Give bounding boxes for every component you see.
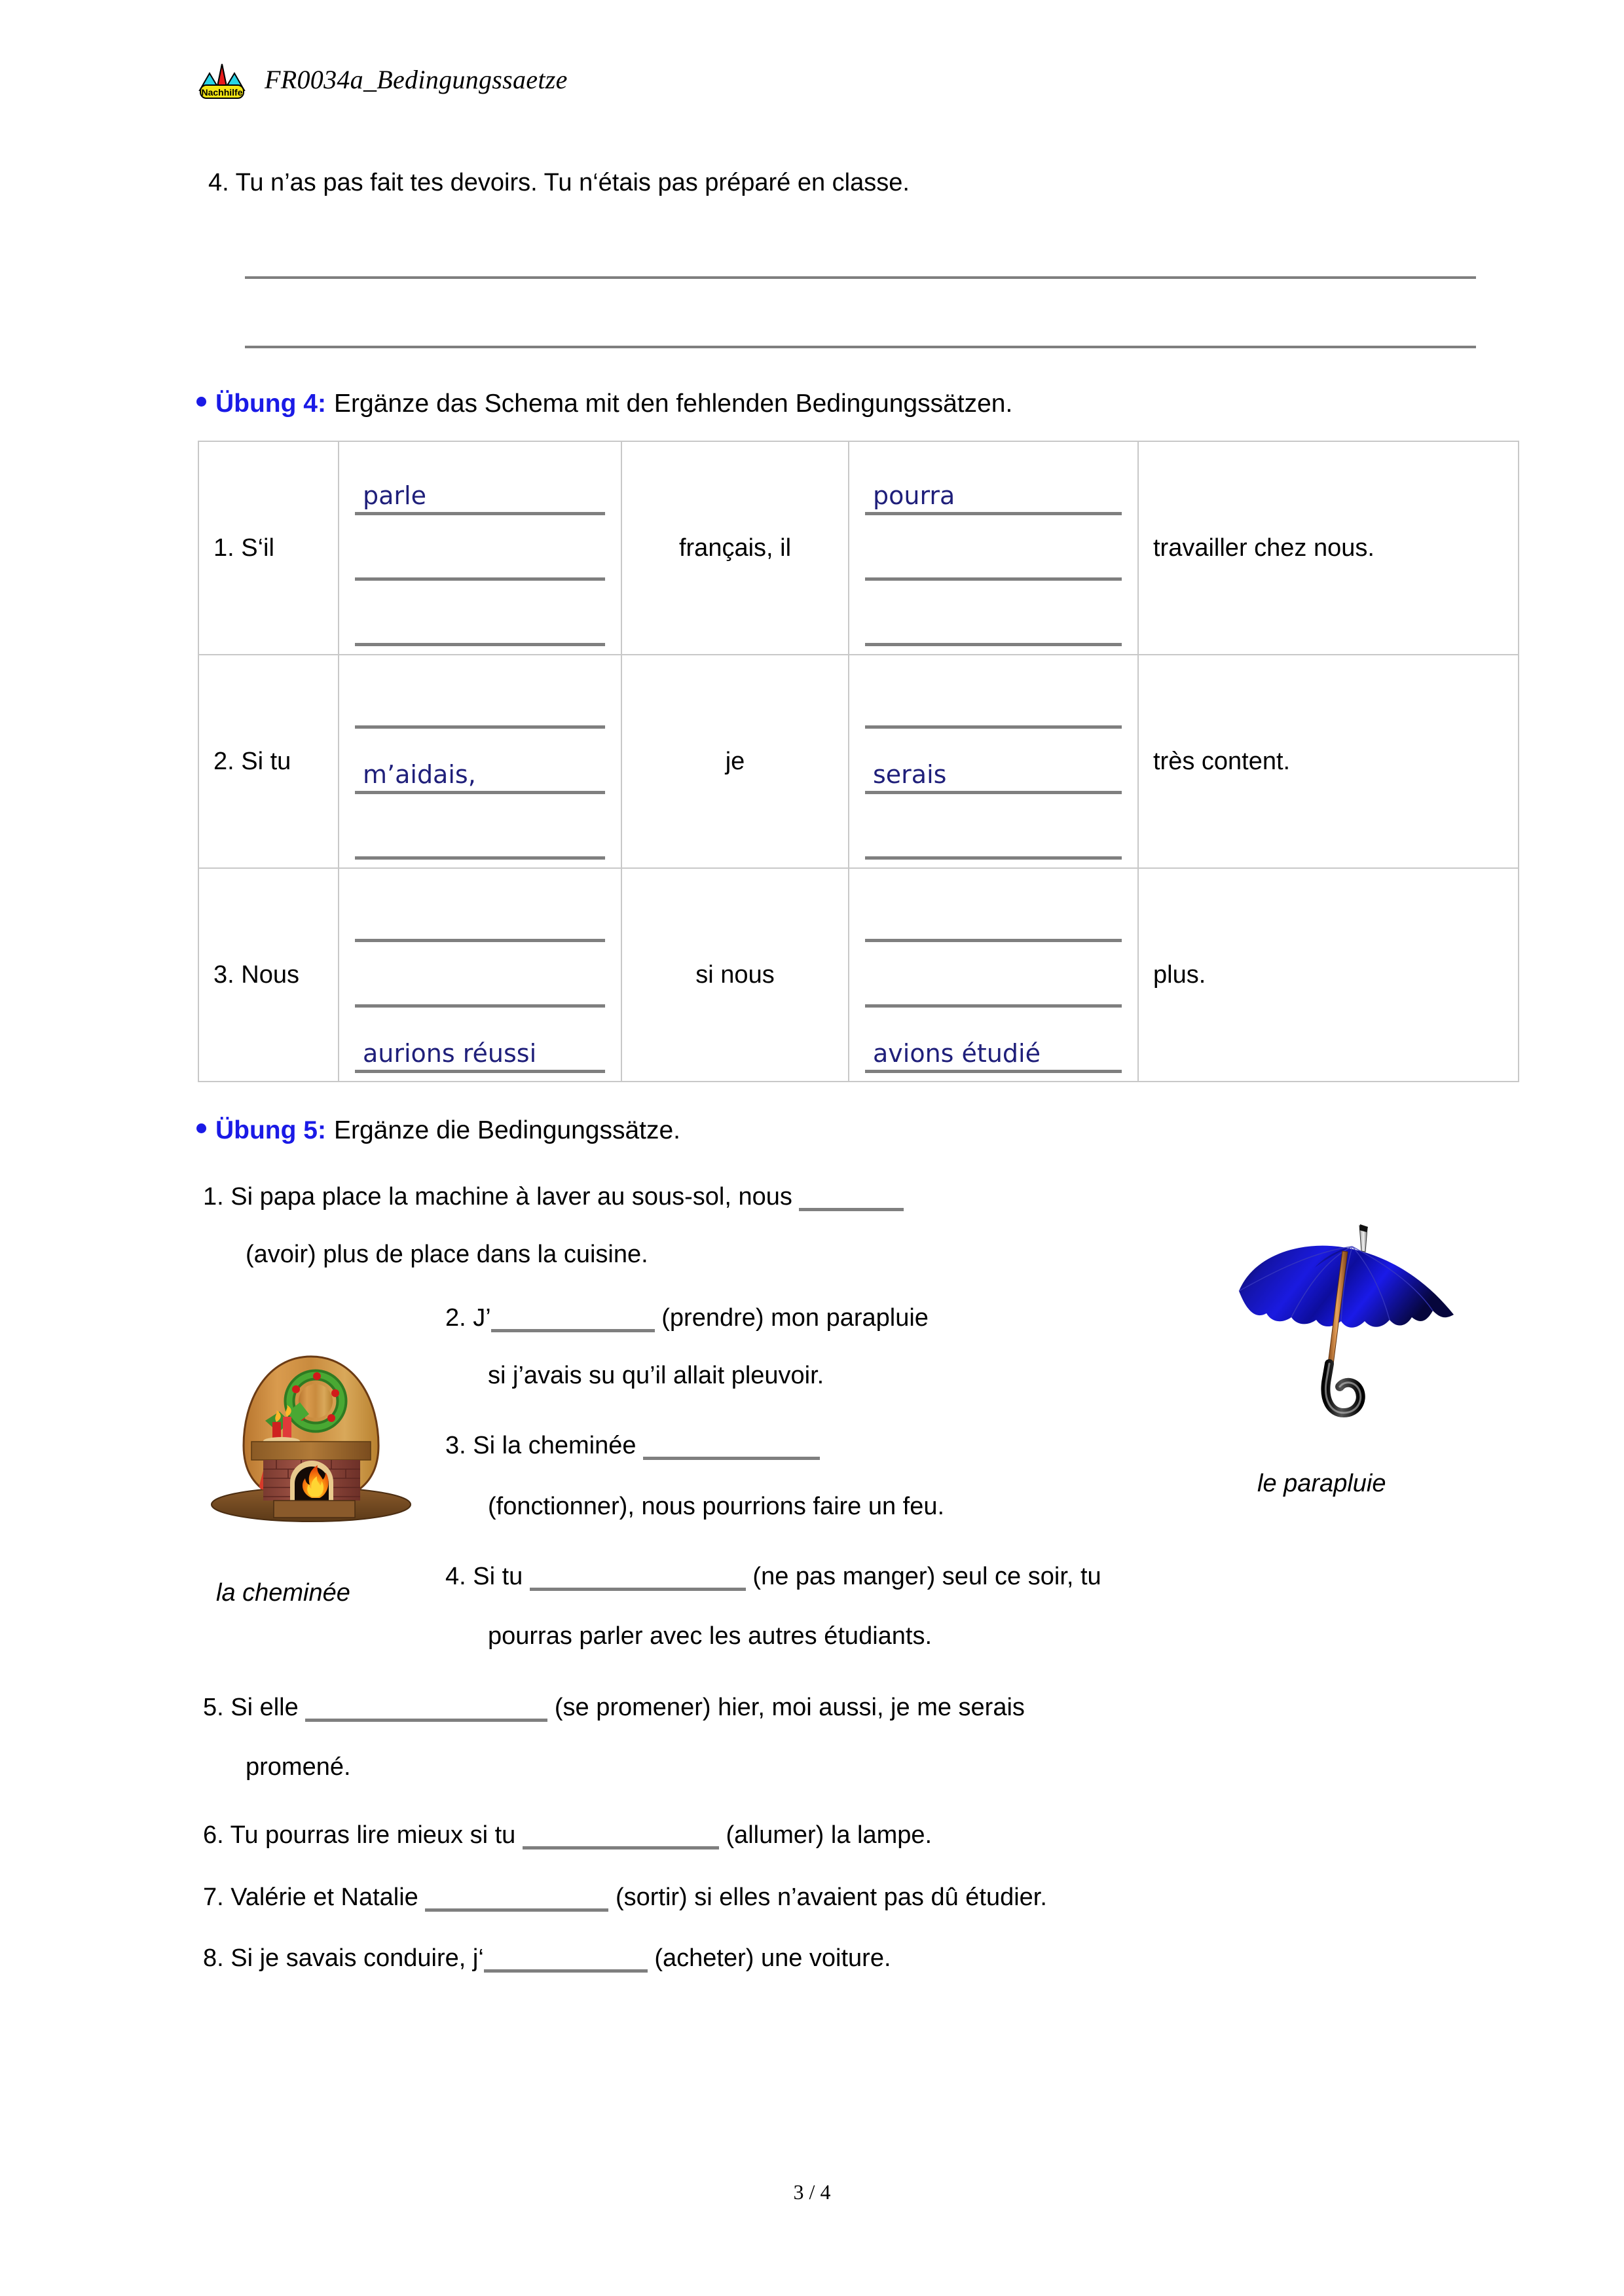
ex5-item-2-text-after: (prendre) mon parapluie (661, 1304, 929, 1332)
row-blank1-cell[interactable] (339, 868, 621, 1082)
fireplace-illustration (203, 1329, 419, 1568)
blank-line[interactable] (355, 794, 605, 860)
blank-line[interactable] (355, 515, 605, 581)
handwritten-answer: avions étudié (873, 1039, 1041, 1068)
blank-line[interactable] (865, 663, 1122, 729)
row-tail-text: très content. (1153, 747, 1291, 775)
ex5-item-8-blank[interactable] (484, 1943, 648, 1973)
page-number: 3 / 4 (793, 2180, 831, 2204)
ex5-item-2-line1 (445, 1303, 929, 1332)
question-4-text: 4. Tu n’as pas fait tes devoirs. Tu n‘étais pas préparé en classe. (208, 169, 910, 196)
row-middle-cell (621, 655, 849, 868)
handwritten-answer: parle (363, 481, 426, 510)
ex5-item-3-line1 (445, 1430, 820, 1460)
umbrella-caption: le parapluie (1257, 1470, 1386, 1497)
ex5-item-1-blank[interactable] (799, 1182, 904, 1211)
ex5-item-3-blank[interactable] (643, 1430, 820, 1460)
schema-table (198, 441, 1519, 1082)
nachhilfe-logo-icon (196, 59, 248, 100)
row-blank2-cell[interactable] (849, 441, 1138, 655)
answer-line-2[interactable] (245, 346, 1476, 348)
uebung-5-heading (196, 1116, 680, 1145)
blank-line[interactable] (355, 663, 605, 729)
row-tail-cell (1138, 868, 1519, 1082)
handwritten-answer: m’aidais, (363, 760, 476, 789)
row-middle-text: si nous (695, 960, 775, 989)
umbrella-illustration (1231, 1205, 1473, 1463)
ex5-item-6-blank[interactable] (523, 1820, 719, 1850)
blank-line[interactable] (355, 581, 605, 646)
ex5-item-2-blank[interactable] (491, 1303, 655, 1332)
uebung-4-label: Übung 4: (215, 390, 326, 418)
row-middle-cell (621, 441, 849, 655)
row-tail-cell (1138, 441, 1519, 655)
document-title: FR0034a_Bedingungssaetze (265, 64, 568, 94)
blank-line[interactable] (355, 942, 605, 1008)
fireplace-caption: la cheminée (216, 1579, 350, 1607)
uebung-4-description: Ergänze das Schema mit den fehlenden Bedingungssätzen. (333, 390, 1013, 418)
document-header (196, 59, 568, 100)
handwritten-answer: aurions réussi (363, 1039, 537, 1068)
ex5-item-4-blank[interactable] (530, 1561, 746, 1591)
table-row (198, 868, 1519, 1082)
blank-line[interactable] (355, 450, 605, 515)
blank-line[interactable] (865, 794, 1122, 860)
ex5-item-4-line1 (445, 1561, 1101, 1591)
uebung-5-description: Ergänze die Bedingungssätze. (333, 1116, 681, 1144)
svg-text:Nachhilfe: Nachhilfe (201, 87, 243, 98)
ex5-item-1-line2: (avoir) plus de place dans la cuisine. (246, 1241, 648, 1268)
blank-line[interactable] (865, 942, 1122, 1008)
ex5-item-2-text-before: 2. J’ (445, 1304, 491, 1332)
ex5-item-4-line2: pourras parler avec les autres étudiants. (488, 1622, 932, 1650)
table-row (198, 655, 1519, 868)
uebung-5-label: Übung 5: (215, 1116, 326, 1144)
ex5-item-5-line2: promené. (246, 1753, 351, 1781)
table-row (198, 441, 1519, 655)
ex5-item-8-line1 (203, 1943, 891, 1973)
row-subject-cell (198, 868, 339, 1082)
row-tail-text: travailler chez nous. (1153, 534, 1375, 562)
ex5-item-2-line2: si j’avais su qu’il allait pleuvoir. (488, 1362, 824, 1389)
ex5-item-8-text-after: (acheter) une voiture. (654, 1944, 891, 1972)
row-subject-cell (198, 441, 339, 655)
ex5-item-1-line1 (203, 1182, 904, 1211)
blank-line[interactable] (865, 581, 1122, 646)
ex5-item-5-text-after: (se promener) hier, moi aussi, je me serais (554, 1694, 1025, 1721)
ex5-item-3-line2: (fonctionner), nous pourrions faire un feu. (488, 1493, 945, 1520)
row-tail-text: plus. (1153, 960, 1206, 989)
blank-line[interactable] (355, 729, 605, 794)
blank-line[interactable] (355, 1008, 605, 1073)
ex5-item-6-line1 (203, 1820, 932, 1850)
row-blank2-cell[interactable] (849, 868, 1138, 1082)
row-blank1-cell[interactable] (339, 655, 621, 868)
ex5-item-4-text-before: 4. Si tu (445, 1563, 523, 1590)
ex5-item-7-blank[interactable] (425, 1882, 608, 1912)
ex5-item-7-text-before: 7. Valérie et Natalie (203, 1884, 418, 1911)
bullet-icon (196, 397, 206, 407)
row-middle-text: français, il (678, 534, 792, 562)
handwritten-answer: serais (873, 760, 947, 789)
row-middle-cell (621, 868, 849, 1082)
ex5-item-7-text-after: (sortir) si elles n’avaient pas dû étudier. (615, 1884, 1047, 1911)
ex5-item-5-text-before: 5. Si elle (203, 1694, 299, 1721)
ex5-item-4-text-after: (ne pas manger) seul ce soir, tu (752, 1563, 1101, 1590)
blank-line[interactable] (865, 877, 1122, 942)
blank-line[interactable] (865, 450, 1122, 515)
ex5-item-6-text-after: (allumer) la lampe. (726, 1821, 932, 1849)
ex5-item-6-text-before: 6. Tu pourras lire mieux si tu (203, 1821, 516, 1849)
ex5-item-1-text-before: 1. Si papa place la machine à laver au sous-sol, nous (203, 1183, 792, 1211)
answer-line-1[interactable] (245, 276, 1476, 279)
bullet-icon (196, 1123, 206, 1133)
row-blank1-cell[interactable] (339, 441, 621, 655)
row-tail-cell (1138, 655, 1519, 868)
row-middle-text: je (725, 747, 745, 775)
blank-line[interactable] (865, 1008, 1122, 1073)
row-subject: 1. S‘il (213, 534, 274, 562)
row-subject: 3. Nous (213, 960, 299, 989)
ex5-item-5-blank[interactable] (305, 1692, 547, 1722)
row-subject-cell (198, 655, 339, 868)
uebung-4-heading (196, 390, 1012, 418)
ex5-item-7-line1 (203, 1882, 1047, 1912)
ex5-item-5-line1 (203, 1692, 1025, 1722)
ex5-item-3-text-before: 3. Si la cheminée (445, 1432, 637, 1459)
blank-line[interactable] (355, 877, 605, 942)
ex5-item-8-text-before: 8. Si je savais conduire, j‘ (203, 1944, 484, 1972)
handwritten-answer: pourra (873, 481, 955, 510)
row-blank2-cell[interactable] (849, 655, 1138, 868)
blank-line[interactable] (865, 729, 1122, 794)
row-subject: 2. Si tu (213, 747, 291, 775)
blank-line[interactable] (865, 515, 1122, 581)
